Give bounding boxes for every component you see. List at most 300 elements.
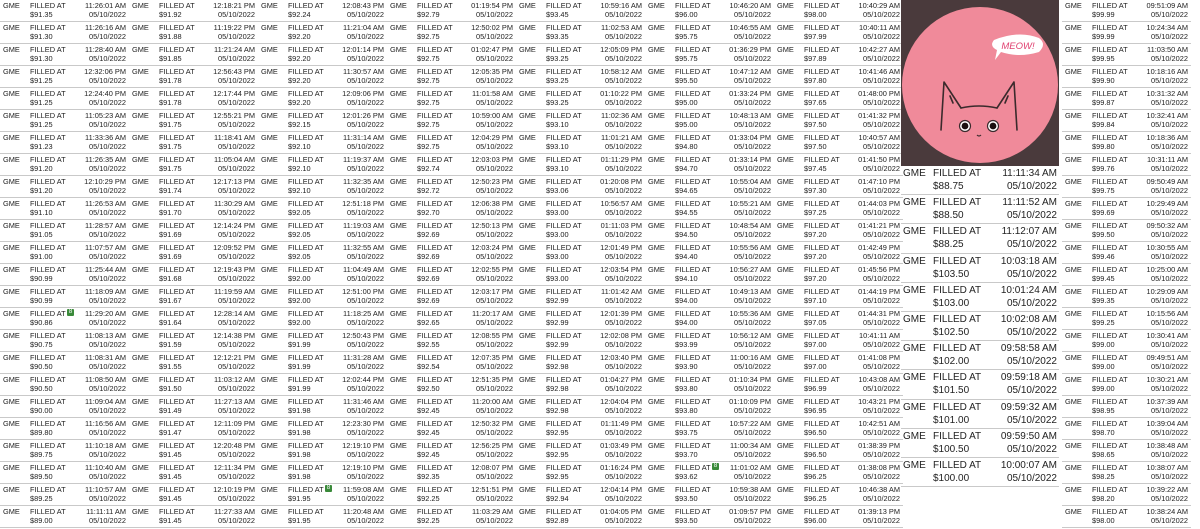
fill-date: 05/10/2022	[476, 494, 513, 503]
status-label: FILLED AT	[933, 313, 982, 325]
fill-time: 01:19:54 PM	[471, 1, 513, 10]
fill-time: 10:55:04 AM	[729, 177, 771, 186]
status-label: FILLED AT	[159, 67, 195, 76]
order-entry	[387, 506, 516, 528]
order-entry	[516, 220, 645, 242]
ticker-label: GME	[390, 23, 407, 32]
fill-date: 05/10/2022	[476, 54, 513, 63]
fill-time: 10:24:34 AM	[1146, 23, 1188, 32]
fill-price: $92.20	[288, 32, 311, 41]
fill-price: $90.99	[30, 274, 53, 283]
order-entry	[645, 396, 774, 418]
fill-price: $93.25	[546, 54, 569, 63]
order-entry	[516, 0, 645, 22]
status-label: FILLED AT	[288, 287, 324, 296]
ticker-label: GME	[3, 177, 20, 186]
order-column	[387, 0, 516, 528]
ticker-label: GME	[132, 67, 149, 76]
fill-price: $92.98	[546, 406, 569, 415]
status-label: FILLED AT	[546, 287, 582, 296]
large-order-entry	[901, 429, 1059, 458]
fill-price: $93.10	[546, 142, 569, 151]
status-label: FILLED AT	[1092, 287, 1128, 296]
order-entry	[387, 352, 516, 374]
fill-price: $99.84	[1092, 120, 1115, 129]
fill-date: 05/10/2022	[347, 230, 384, 239]
fill-price: $92.10	[288, 164, 311, 173]
order-column	[129, 0, 258, 528]
status-label: FILLED AT	[159, 243, 195, 252]
ticker-label: GME	[519, 89, 536, 98]
ticker-label: GME	[648, 133, 665, 142]
ticker-label: GME	[648, 89, 665, 98]
ticker-label: GME	[1065, 133, 1082, 142]
fill-date: 05/10/2022	[863, 208, 900, 217]
order-entry	[774, 418, 903, 440]
fill-date: 05/10/2022	[476, 32, 513, 41]
fill-time: 01:11:49 PM	[600, 419, 642, 428]
order-entry	[1062, 66, 1191, 88]
ticker-label: GME	[648, 375, 665, 384]
order-entry	[1062, 264, 1191, 286]
fill-date: 05/10/2022	[89, 428, 126, 437]
fill-price: $91.75	[159, 120, 182, 129]
order-column	[645, 0, 774, 528]
status-label: FILLED AT	[933, 197, 982, 209]
fill-date: 05/10/2022	[863, 32, 900, 41]
fill-time: 01:04:05 PM	[600, 507, 642, 516]
status-label: FILLED AT	[417, 419, 453, 428]
fill-date: 05/10/2022	[863, 494, 900, 503]
status-label: FILLED AT	[30, 67, 66, 76]
status-label: FILLED AT	[546, 111, 582, 120]
fill-time: 11:31:46 AM	[343, 397, 384, 406]
status-label: FILLED AT	[288, 265, 324, 274]
fill-date: 05/10/2022	[863, 76, 900, 85]
fill-date: 05/10/2022	[863, 384, 900, 393]
status-label: FILLED AT	[30, 353, 66, 362]
status-label: FILLED AT	[417, 485, 453, 494]
status-label: FILLED AT	[675, 111, 711, 120]
fill-date: 05/10/2022	[347, 274, 384, 283]
fill-date: 05/10/2022	[89, 450, 126, 459]
fill-price: $91.88	[159, 32, 182, 41]
fill-price: $91.95	[288, 516, 311, 525]
order-entry	[1062, 506, 1191, 528]
fill-time: 11:18:41 AM	[214, 133, 255, 142]
fill-price: $97.89	[804, 54, 827, 63]
fill-date: 05/10/2022	[1151, 406, 1188, 415]
ticker-label: GME	[903, 284, 926, 296]
ticker-label: GME	[1065, 221, 1082, 230]
fill-time: 11:11:34 AM	[1002, 168, 1057, 179]
ticker-label: GME	[261, 221, 278, 230]
status-label: FILLED AT	[675, 331, 711, 340]
status-label: FILLED AT	[546, 23, 582, 32]
status-label: FILLED AT	[804, 221, 840, 230]
fill-date: 05/10/2022	[218, 54, 255, 63]
ticker-label: GME	[1065, 111, 1082, 120]
fill-date: 05/10/2022	[863, 296, 900, 305]
order-entry	[1062, 22, 1191, 44]
fill-price: $91.99	[288, 362, 311, 371]
fill-price: $97.00	[804, 340, 827, 349]
order-entry	[387, 88, 516, 110]
fill-price: $91.10	[30, 208, 53, 217]
fill-price: $92.00	[288, 296, 311, 305]
fill-price: $91.50	[159, 384, 182, 393]
fill-time: 12:01:49 PM	[600, 243, 642, 252]
status-label: FILLED AT	[675, 375, 711, 384]
fill-time: 10:18:36 AM	[1146, 133, 1188, 142]
status-label: FILLED AT	[417, 23, 453, 32]
ticker-label: GME	[3, 111, 20, 120]
ticker-label: GME	[648, 23, 665, 32]
status-label: FILLED AT	[1092, 331, 1128, 340]
status-label: FILLED AT	[159, 507, 195, 516]
status-label: FILLED AT	[675, 177, 711, 186]
status-label: FILLED AT	[288, 133, 324, 142]
fill-price: $91.75	[159, 164, 182, 173]
fill-date: 05/10/2022	[734, 142, 771, 151]
fill-time: 12:08:07 PM	[471, 463, 513, 472]
fill-price: $98.00	[804, 10, 827, 19]
fill-price: $91.99	[288, 340, 311, 349]
status-label: FILLED AT	[159, 419, 195, 428]
order-entry	[0, 440, 129, 462]
ticker-label: GME	[1065, 265, 1082, 274]
fill-time: 10:56:27 AM	[729, 265, 771, 274]
fill-price: $94.00	[675, 296, 698, 305]
status-label: FILLED AT	[546, 45, 582, 54]
status-label: FILLED AT	[804, 463, 840, 472]
fill-time: 11:07:57 AM	[85, 243, 126, 252]
ticker-label: GME	[132, 397, 149, 406]
ticker-label: GME	[3, 23, 20, 32]
fill-price: $96.25	[804, 494, 827, 503]
order-entry	[387, 242, 516, 264]
fill-date: 05/10/2022	[1006, 356, 1057, 368]
fill-time: 01:16:24 PM	[600, 463, 642, 472]
fill-price: $91.05	[30, 230, 53, 239]
fill-price: $91.47	[159, 428, 182, 437]
fill-date: 05/10/2022	[347, 340, 384, 349]
fill-time: 01:47:10 PM	[858, 177, 900, 186]
status-label: FILLED AT	[546, 89, 582, 98]
status-label: FILLED AT	[546, 199, 582, 208]
order-entry	[258, 418, 387, 440]
fill-time: 10:42:51 AM	[858, 419, 900, 428]
ticker-label: GME	[648, 309, 665, 318]
order-entry	[1062, 44, 1191, 66]
status-label: FILLED AT	[546, 67, 582, 76]
order-entry	[1062, 418, 1191, 440]
fill-time: 12:03:54 PM	[600, 265, 642, 274]
fill-time: 10:43:08 AM	[858, 375, 900, 384]
fill-time: 10:48:54 AM	[729, 221, 771, 230]
ticker-label: GME	[1065, 177, 1082, 186]
fill-date: 05/10/2022	[734, 384, 771, 393]
fill-date: 05/10/2022	[734, 10, 771, 19]
fill-price: $96.25	[804, 472, 827, 481]
fill-time: 11:26:01 AM	[85, 1, 126, 10]
order-entry	[774, 308, 903, 330]
ticker-label: GME	[390, 1, 407, 10]
fill-price: $94.55	[675, 208, 698, 217]
fill-price: $93.80	[675, 384, 698, 393]
fill-date: 05/10/2022	[1151, 186, 1188, 195]
order-entry	[645, 22, 774, 44]
fill-price: $98.25	[1092, 472, 1115, 481]
fill-date: 05/10/2022	[476, 76, 513, 85]
fill-price: $91.68	[159, 274, 182, 283]
fill-price: $92.25	[417, 494, 440, 503]
ticker-label: GME	[3, 309, 20, 318]
fill-date: 05/10/2022	[476, 340, 513, 349]
fill-date: 05/10/2022	[863, 120, 900, 129]
order-entry	[258, 88, 387, 110]
ticker-label: GME	[261, 1, 278, 10]
fill-time: 12:02:55 PM	[471, 265, 513, 274]
order-entry	[387, 418, 516, 440]
order-entry	[1062, 198, 1191, 220]
fill-time: 10:25:00 AM	[1146, 265, 1188, 274]
large-order-entry	[901, 254, 1059, 283]
status-label: FILLED AT	[546, 265, 582, 274]
ticker-label: GME	[390, 441, 407, 450]
order-entry	[645, 440, 774, 462]
order-entry	[516, 440, 645, 462]
fill-date: 05/10/2022	[1151, 54, 1188, 63]
fill-date: 05/10/2022	[863, 230, 900, 239]
fill-price: $96.50	[804, 428, 827, 437]
fill-time: 12:03:03 PM	[471, 155, 513, 164]
fill-date: 05/10/2022	[1151, 142, 1188, 151]
status-label: FILLED AT	[30, 199, 66, 208]
fill-price: $91.98	[288, 472, 311, 481]
ticker-label: GME	[777, 199, 794, 208]
fill-date: 05/10/2022	[863, 362, 900, 371]
order-entry	[129, 154, 258, 176]
order-entry	[645, 0, 774, 22]
order-entry	[0, 352, 129, 374]
fill-time: 11:33:36 AM	[85, 133, 126, 142]
fill-time: 11:27:33 AM	[214, 507, 255, 516]
order-entry	[1062, 484, 1191, 506]
ticker-label: GME	[519, 485, 536, 494]
fill-time: 12:18:21 PM	[213, 1, 255, 10]
order-entry	[1062, 330, 1191, 352]
status-label: FILLED AT	[933, 459, 982, 471]
status-label: FILLED AT	[417, 441, 453, 450]
fill-date: 05/10/2022	[89, 406, 126, 415]
fill-price: $102.00	[933, 356, 970, 368]
order-entry	[645, 462, 774, 484]
status-label: FILLED AT	[30, 331, 66, 340]
order-entry	[516, 352, 645, 374]
fill-price: $92.69	[417, 296, 440, 305]
fill-time: 11:32:35 AM	[343, 177, 384, 186]
order-entry	[516, 110, 645, 132]
fill-time: 12:28:14 AM	[213, 309, 255, 318]
status-label: FILLED AT	[1092, 441, 1128, 450]
fill-time: 11:28:57 AM	[85, 221, 126, 230]
status-label: FILLED AT	[288, 23, 324, 32]
fill-time: 12:01:26 PM	[342, 111, 384, 120]
status-label: FILLED AT	[30, 177, 66, 186]
fill-date: 05/10/2022	[89, 340, 126, 349]
fill-price: $92.79	[417, 10, 440, 19]
status-label: FILLED AT	[804, 67, 840, 76]
fill-date: 05/10/2022	[1151, 230, 1188, 239]
status-label: FILLED AT	[159, 199, 195, 208]
ticker-label: GME	[3, 485, 20, 494]
fill-time: 12:09:06 PM	[342, 89, 384, 98]
fill-time: 11:59:08 AM	[343, 485, 384, 494]
ticker-label: GME	[777, 507, 794, 516]
fill-date: 05/10/2022	[476, 274, 513, 283]
ticker-label: GME	[777, 89, 794, 98]
ticker-label: GME	[390, 111, 407, 120]
status-label: FILLED AT	[417, 463, 453, 472]
fill-price: $92.95	[546, 428, 569, 437]
order-entry	[516, 242, 645, 264]
order-entry	[0, 44, 129, 66]
status-label: FILLED AT	[1092, 397, 1128, 406]
ticker-label: GME	[519, 265, 536, 274]
fill-date: 05/10/2022	[476, 186, 513, 195]
fill-date: 05/10/2022	[1151, 450, 1188, 459]
fill-price: $93.25	[546, 98, 569, 107]
fill-time: 01:11:03 PM	[600, 221, 642, 230]
ticker-label: GME	[390, 463, 407, 472]
fill-date: 05/10/2022	[734, 274, 771, 283]
fill-date: 05/10/2022	[734, 296, 771, 305]
fill-price: $91.98	[288, 428, 311, 437]
order-entry	[258, 462, 387, 484]
ticker-label: GME	[519, 45, 536, 54]
ticker-label: GME	[3, 419, 20, 428]
fill-price: $92.75	[417, 98, 440, 107]
fill-price: $89.80	[30, 428, 53, 437]
fill-price: $97.20	[804, 274, 827, 283]
ticker-label: GME	[519, 463, 536, 472]
fill-date: 05/10/2022	[863, 516, 900, 525]
status-label: FILLED AT	[804, 199, 840, 208]
fill-time: 10:30:55 AM	[1146, 243, 1188, 252]
fill-time: 12:56:43 PM	[213, 67, 255, 76]
status-label: FILLED AT	[546, 177, 582, 186]
fill-price: $91.78	[159, 98, 182, 107]
order-entry	[387, 44, 516, 66]
fill-price: $92.35	[417, 472, 440, 481]
status-label: FILLED AT	[417, 45, 453, 54]
fill-price: $92.89	[546, 516, 569, 525]
fill-date: 05/10/2022	[1151, 164, 1188, 173]
fill-date: 05/10/2022	[734, 120, 771, 129]
fill-price: $93.62	[675, 472, 698, 481]
fill-date: 05/10/2022	[1006, 297, 1057, 309]
fill-price: $97.65	[804, 98, 827, 107]
fill-date: 05/10/2022	[347, 384, 384, 393]
fill-price: $91.23	[30, 142, 53, 151]
ticker-label: GME	[777, 397, 794, 406]
status-label: FILLED AT	[30, 1, 66, 10]
fill-time: 09:59:50 AM	[1000, 430, 1057, 442]
fill-date: 05/10/2022	[218, 164, 255, 173]
ticker-label: GME	[132, 155, 149, 164]
fill-time: 11:26:53 AM	[85, 199, 126, 208]
order-entry	[774, 264, 903, 286]
fill-date: 05/10/2022	[89, 142, 126, 151]
fill-price: $92.95	[546, 472, 569, 481]
order-entry	[0, 242, 129, 264]
ticker-label: GME	[3, 1, 20, 10]
fill-time: 10:55:36 AM	[729, 309, 771, 318]
order-entry	[774, 0, 903, 22]
fill-date: 05/10/2022	[734, 230, 771, 239]
fill-price: $99.75	[1092, 186, 1115, 195]
status-label: FILLED AT	[675, 155, 711, 164]
ticker-label: GME	[132, 89, 149, 98]
fill-time: 12:08:43 PM	[342, 1, 384, 10]
ticker-label: GME	[3, 397, 20, 406]
fill-time: 11:32:55 AM	[343, 243, 384, 252]
fill-time: 12:50:23 PM	[471, 177, 513, 186]
fill-price: $90.86	[30, 318, 53, 327]
fill-date: 05/10/2022	[476, 516, 513, 525]
fill-price: $93.50	[675, 494, 698, 503]
ticker-label: GME	[519, 287, 536, 296]
fill-time: 10:40:29 AM	[858, 1, 900, 10]
fill-time: 12:17:13 PM	[213, 177, 255, 186]
order-entry	[129, 374, 258, 396]
fill-time: 11:01:21 AM	[601, 133, 642, 142]
badge-icon: 8	[326, 485, 331, 491]
order-entry	[645, 132, 774, 154]
fill-price: $92.75	[417, 76, 440, 85]
order-entry	[1062, 396, 1191, 418]
order-entry	[516, 88, 645, 110]
ticker-label: GME	[3, 133, 20, 142]
ticker-label: GME	[132, 23, 149, 32]
order-entry	[0, 22, 129, 44]
fill-price: $92.25	[417, 516, 440, 525]
ticker-label: GME	[390, 221, 407, 230]
fill-date: 05/10/2022	[89, 120, 126, 129]
status-label: FILLED AT	[675, 265, 711, 274]
order-entry	[258, 0, 387, 22]
fill-time: 01:33:14 PM	[729, 155, 771, 164]
ticker-label: GME	[777, 45, 794, 54]
status-label: FILLED AT	[159, 1, 195, 10]
fill-price: $97.80	[804, 76, 827, 85]
status-label: FILLED AT	[159, 177, 195, 186]
fill-time: 11:00:34 AM	[730, 441, 771, 450]
ticker-label: GME	[261, 67, 278, 76]
ticker-label: GME	[519, 353, 536, 362]
fill-price: $93.00	[546, 274, 569, 283]
order-entry	[258, 220, 387, 242]
ticker-label: GME	[132, 331, 149, 340]
ticker-label: GME	[1065, 287, 1082, 296]
order-column	[1062, 0, 1191, 528]
fill-price: $96.00	[675, 10, 698, 19]
status-label: FILLED AT	[804, 89, 840, 98]
status-label: FILLED AT	[288, 67, 324, 76]
fill-date: 05/10/2022	[347, 516, 384, 525]
ticker-label: GME	[648, 463, 665, 472]
